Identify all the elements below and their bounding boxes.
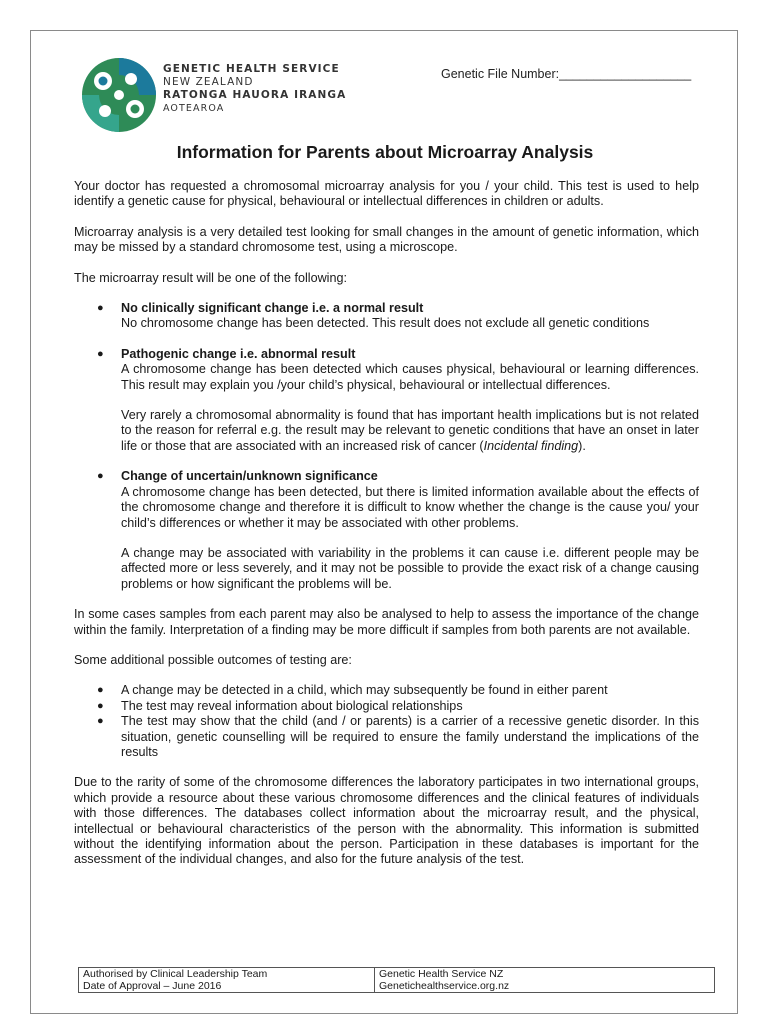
parents-paragraph: In some cases samples from each parent may also be analysed to help to assess the importance of the change within the family. Interpretation of a finding may be more difficult if samples from both parents are not available. [74, 607, 699, 637]
result-normal [74, 301, 699, 332]
intro-paragraph-2: Microarray analysis is a very detailed test looking for small changes in the amount of genetic information, which may be missed by a standard chromosome test, using a microscope. [74, 224, 699, 255]
intro-paragraph-1: Your doctor has requested a chromosomal microarray analysis for you / your child. This test is used to help identify a genetic cause for physical, behavioural or intellectual differences in children or adults. [74, 179, 699, 209]
bullet-icon: ● [97, 715, 104, 728]
result-pathogenic-incidental-text [121, 408, 699, 454]
bullet-icon: ● [97, 302, 104, 315]
outcome-text: A change may be detected in a child, which may subsequently be found in either parent [121, 683, 608, 698]
footer-left-cell [79, 968, 375, 992]
genetic-file-number-field[interactable]: Genetic File Number:___________________ [441, 67, 692, 81]
page-title: Information for Parents about Microarray Analysis [176, 142, 594, 162]
result-uncertain-heading: Change of uncertain/unknown significance [121, 469, 378, 484]
footer-authorised: Authorised by Clinical Leadership Team [83, 968, 268, 980]
list-item [74, 683, 699, 698]
result-uncertain-text-2: A change may be associated with variability in the problems it can cause i.e. different people may be affected more or less severely, and it may not be possible to provide the exact risk of a change causing problems or how significant the problems will be. [121, 545, 699, 591]
outcome-text: The test may show that the child (and / or parents) is a carrier of a recessive genetic disorder. In this situation, genetic counselling will be required to ensure the family understand the implications of the results [121, 714, 699, 759]
footer-service-name: Genetic Health Service NZ [379, 968, 504, 980]
bullet-icon: ● [97, 347, 104, 360]
result-uncertain [74, 469, 699, 592]
incidental-finding-term: Incidental finding [483, 438, 579, 453]
org-line-4: AOTEAROA [163, 103, 225, 114]
result-normal-heading: No clinically significant change i.e. a normal result [121, 301, 424, 316]
result-normal-text: No chromosome change has been detected. This result does not exclude all genetic conditions [121, 316, 650, 331]
bullet-icon: ● [97, 699, 104, 712]
footer-table [78, 967, 715, 993]
organisation-name [163, 63, 346, 115]
bullet-icon: ● [97, 684, 104, 697]
incidental-text-end: ). [578, 438, 586, 453]
result-pathogenic-text: A chromosome change has been detected which causes physical, behavioural or learning differences. This result may explain you /your child’s physical, behavioural or intellectual differences. [121, 362, 699, 392]
bullet-icon: ● [97, 470, 104, 483]
document-page [30, 30, 738, 1014]
org-line-1: GENETIC HEALTH SERVICE [163, 63, 340, 75]
list-item [74, 699, 699, 714]
footer-right-cell [375, 968, 714, 992]
outcomes-intro: Some additional possible outcomes of testing are: [74, 652, 352, 667]
org-line-2: NEW ZEALAND [163, 76, 254, 88]
closing-paragraph: Due to the rarity of some of the chromosome differences the laboratory participates in two international groups, which provide a resource about these various chromosome differences and the clinical features of individuals with those differences. The databases collect information about the microarray result, and the physical, intellectual or behavioural characteristics of the person with the abnormality. This information is submitted without the identifying information about the person. Participation in these databases is important for the assessment of the individual changes, and also for the future analysis of the test. [74, 775, 699, 867]
footer-approval-date: Date of Approval – June 2016 [83, 980, 222, 992]
document-body [74, 179, 699, 883]
result-uncertain-text: A chromosome change has been detected, but there is limited information available about the effects of the chromosome change and therefore it is difficult to know whether the change is the cause you/ your child’s differences or whether it may be associated with other problems. [121, 484, 699, 530]
outcomes-list [74, 683, 699, 760]
outcome-text: The test may reveal information about biological relationships [121, 698, 463, 713]
result-pathogenic [74, 347, 699, 454]
genetic-health-service-logo [79, 55, 159, 135]
result-pathogenic-heading: Pathogenic change i.e. abnormal result [121, 346, 356, 361]
list-item [74, 714, 699, 760]
org-line-3: RATONGA HAUORA IRANGA [163, 89, 347, 101]
footer-website-link[interactable]: Genetichealthservice.org.nz [379, 980, 510, 992]
intro-paragraph-3: The microarray result will be one of the following: [74, 270, 347, 285]
incidental-text-start: Very rarely a chromosomal abnormality is found that has important health implications but is not related to the reason for referral e.g. the result may be relevant to genetic conditions that have an onset in later life or those that are associated with an increased risk of cancer ( [121, 408, 699, 453]
